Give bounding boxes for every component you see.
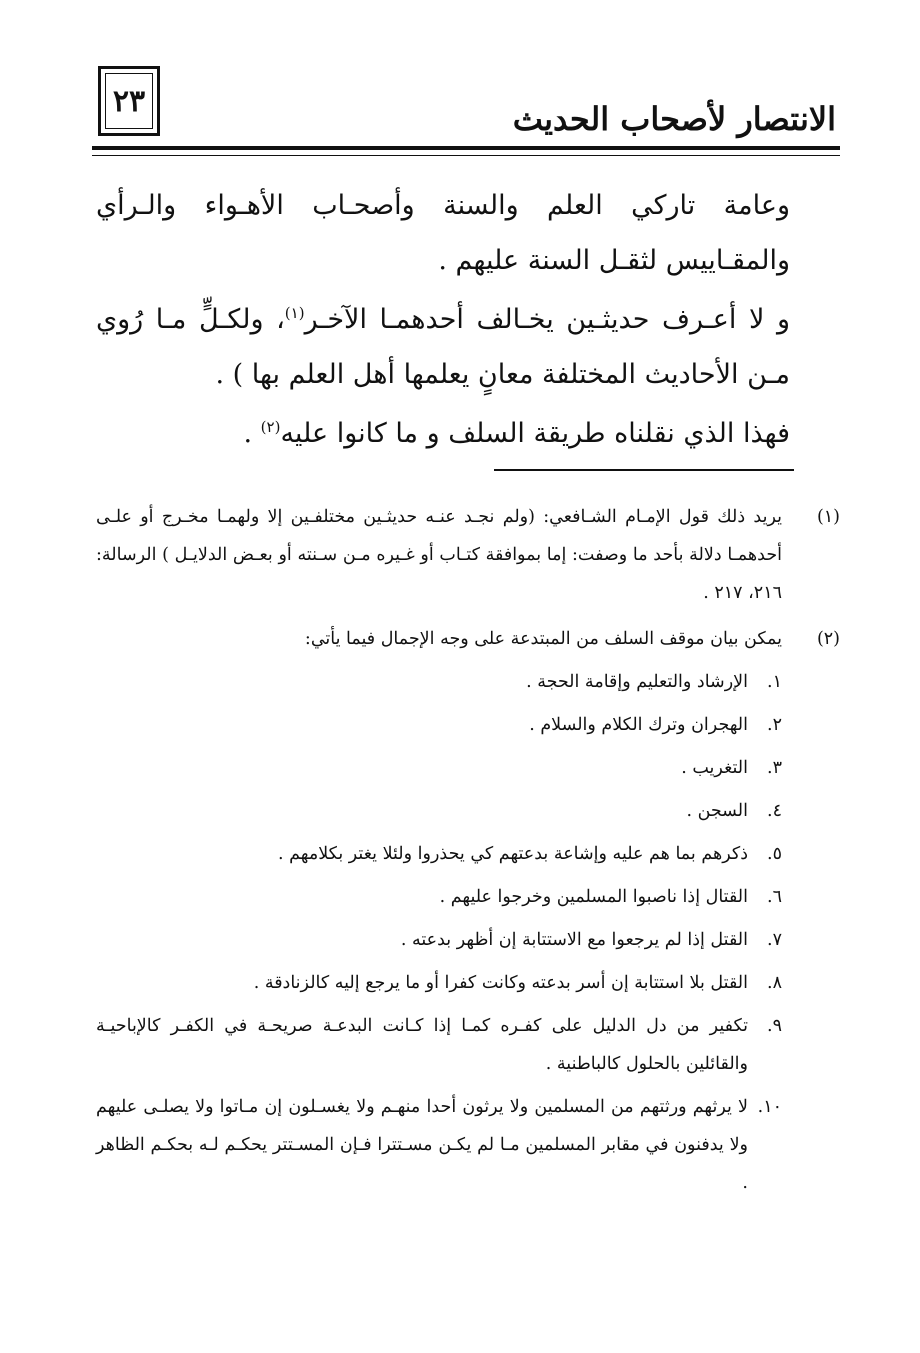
footnote-marker: (١) — [816, 507, 840, 527]
footnote-text: يريد ذلك قول الإمـام الشـافعي: (ولم نجـد عنـه حديثـين مختلفـين إلا ولهمـا مخـرج أو علـى أحدهمـا دلالة بأحد ما وصفت: إما بموافقة كتـاب أو غـيره مـن سـنته أو بعـض الدلايـل ) الرسالة: ٢١٦، ٢١٧ . — [96, 507, 782, 603]
list-item-text: ذكرهم بما هم عليه وإشاعة بدعتهم كي يحذروا ولئلا يغتر بكلامهم . — [278, 844, 748, 864]
page-number-box — [98, 66, 160, 136]
footnote-2 — [96, 620, 840, 1202]
paragraph-3 — [96, 406, 838, 461]
list-item — [96, 964, 782, 1002]
list-item-text: القتل بلا استتابة إن أسر بدعته وكانت كفرا أو ما يرجع إليه كالزنادقة . — [253, 973, 748, 993]
list-item — [96, 1088, 782, 1202]
list-item-text: تكفير من دل الدليل على كفـره كمـا إذا كـانت البدعـة صريحـة في الكفـر كالإباحيـة والقائلين بالحلول كالباطنية . — [96, 1016, 748, 1074]
list-item-number: ٤. — [767, 801, 782, 821]
list-item — [96, 1007, 782, 1083]
list-item — [96, 835, 782, 873]
list-item-text: القتل إذا لم يرجعوا مع الاستتابة إن أظهر بدعته . — [400, 930, 748, 950]
list-item-text: السجن . — [686, 801, 748, 821]
footnote-marker: (٢) — [816, 629, 840, 649]
list-item-number: ٣. — [767, 758, 782, 778]
list-item — [96, 663, 782, 701]
list-item-text: الإرشاد والتعليم وإقامة الحجة . — [526, 672, 748, 692]
list-item — [96, 792, 782, 830]
list-item-text: القتال إذا ناصبوا المسلمين وخرجوا عليهم . — [439, 887, 748, 907]
paragraph-3-text-a: فهذا الذي نقلناه طريقة السلف و ما كانوا عليه — [280, 418, 790, 449]
footnotes — [96, 498, 840, 1202]
footnote-body — [96, 620, 782, 1202]
list-item-text: الهجران وترك الكلام والسلام . — [529, 715, 748, 735]
footnote-intro: يمكن بيان موقف السلف من المبتدعة على وجه الإجمال فيما يأتي: — [304, 629, 782, 649]
footnote-1 — [96, 498, 840, 612]
paragraph-2-text-b: ، ولكـلٍّ مـا رُوي مـن الأحاديث المختلفة معانٍ يعلمها أهل العلم بها ) . — [96, 304, 790, 390]
paragraph-2 — [96, 292, 838, 402]
paragraph-2-text-a: و لا أعـرف حديثـين يخـالف أحدهمـا الآخـر — [304, 304, 790, 335]
list-item-number: ١٠. — [757, 1097, 782, 1117]
header-rule-thin — [92, 155, 840, 156]
page-header — [0, 0, 920, 170]
list-item-number: ٢. — [767, 715, 782, 735]
page-number: ٢٣ — [112, 83, 146, 119]
footnote-ref-2: (٢) — [260, 418, 281, 436]
footnote-separator — [494, 469, 794, 471]
list-item — [96, 706, 782, 744]
list-item-number: ٥. — [767, 844, 782, 864]
list-item — [96, 749, 782, 787]
list-item-number: ١. — [767, 672, 782, 692]
header-rule-thick — [92, 146, 840, 150]
list-item-number: ٦. — [767, 887, 782, 907]
book-title: الانتصار لأصحاب الحديث — [512, 100, 836, 138]
main-text — [96, 178, 838, 461]
footnote-list — [96, 663, 782, 1202]
list-item-text: لا يرثهم ورثتهم من المسلمين ولا يرثون أحدا منهـم ولا يغسـلون إن مـاتوا ولا يصلـى عليهم ولا يدفنون في مقابر المسلمين مـا لم يكـن مسـتترا فـإن المسـتتر يحكـم لـه بحكـم الظاهر . — [96, 1097, 748, 1193]
list-item — [96, 878, 782, 916]
paragraph-1: وعامة تاركي العلم والسنة وأصحـاب الأهـواء والـرأي والمقـاييس لثقـل السنة عليهم . — [96, 190, 790, 276]
list-item — [96, 921, 782, 959]
list-item-number: ٩. — [767, 1016, 782, 1036]
footnote-ref-1: (١) — [284, 304, 305, 322]
paragraph-3-text-b: . — [243, 418, 261, 449]
list-item-number: ٨. — [767, 973, 782, 993]
list-item-number: ٧. — [767, 930, 782, 950]
list-item-text: التغريب . — [681, 758, 748, 778]
